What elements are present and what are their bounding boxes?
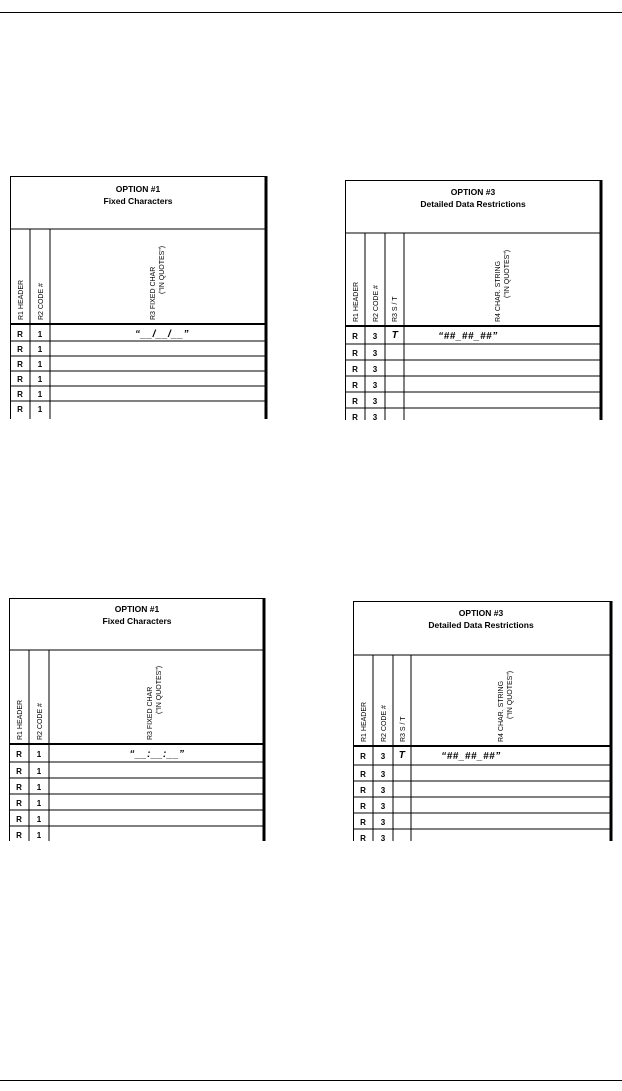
table-cell-header: R	[360, 802, 366, 811]
table-cell-header: R	[17, 345, 23, 354]
form-title: OPTION #3	[450, 187, 496, 197]
column-header-r4-line1: R4 CHAR. STRING	[495, 260, 502, 322]
table-cell-header: R	[352, 413, 358, 422]
table-cell-value: “__:__:__”	[129, 749, 185, 760]
table-cell-code: 3	[372, 349, 378, 358]
table-cell-code: 3	[372, 365, 378, 374]
table-cell-header: R	[352, 397, 358, 406]
table-cell-header: R	[352, 381, 358, 390]
table-cell-header: R	[360, 818, 366, 827]
column-header-r2: R2 CODE #	[373, 285, 380, 322]
table-cell-code: 3	[372, 381, 378, 390]
table-cell-code: 3	[380, 834, 386, 843]
table-cell-header: R	[16, 831, 22, 840]
form-title: OPTION #1	[115, 184, 161, 194]
column-header-r3-line2: ("IN QUOTES")	[156, 665, 163, 714]
column-header-r1: R1 HEADER	[361, 701, 368, 742]
table-cell-code: 3	[380, 752, 386, 761]
form-title: OPTION #3	[458, 608, 504, 618]
table-cell-header: R	[352, 349, 358, 358]
table-cell-code: 1	[37, 375, 43, 384]
option3-form-top	[345, 180, 605, 420]
table-cell-code: 1	[36, 831, 42, 840]
form-subtitle: Detailed Data Restrictions	[420, 199, 526, 209]
form-subtitle: Fixed Characters	[102, 616, 172, 626]
column-header-r1: R1 HEADER	[353, 281, 360, 322]
column-header-r1: R1 HEADER	[18, 279, 25, 320]
table-cell-header: R	[17, 360, 23, 369]
table-cell-header: R	[17, 330, 23, 339]
table-cell-header: R	[352, 332, 358, 341]
table-cell-header: R	[17, 390, 23, 399]
table-cell-header: R	[360, 770, 366, 779]
table-cell-code: 1	[36, 783, 42, 792]
table-cell-header: R	[16, 783, 22, 792]
option3-form-bottom	[353, 601, 615, 841]
table-cell-header: R	[360, 786, 366, 795]
table-cell-value: “##_##_##”	[438, 331, 498, 342]
table-cell-code: 1	[36, 750, 42, 759]
column-header-r2: R2 CODE #	[381, 705, 388, 742]
column-header-r1: R1 HEADER	[17, 699, 24, 740]
table-cell-code: 1	[37, 405, 43, 414]
table-cell-code: 3	[380, 786, 386, 795]
table-cell-header: R	[17, 375, 23, 384]
table-cell-code: 1	[37, 360, 43, 369]
table-cell-code: 3	[380, 770, 386, 779]
table-cell-header: R	[360, 752, 366, 761]
table-cell-header: R	[16, 815, 22, 824]
table-cell-code: 3	[372, 413, 378, 422]
option1-form-bottom	[9, 598, 269, 841]
form-subtitle: Fixed Characters	[103, 196, 173, 206]
table-cell-code: 3	[380, 802, 386, 811]
table-cell-code: 3	[372, 397, 378, 406]
table-cell-header: R	[352, 365, 358, 374]
table-cell-header: R	[16, 799, 22, 808]
column-header-r4-line2: ("IN QUOTES")	[504, 249, 511, 298]
table-cell-code: 1	[37, 345, 43, 354]
table-cell-code: 1	[36, 815, 42, 824]
table-cell-st: T	[391, 330, 399, 341]
table-cell-code: 3	[380, 818, 386, 827]
column-header-r2: R2 CODE #	[38, 283, 45, 320]
column-header-r3-line2: ("IN QUOTES")	[159, 245, 166, 294]
column-header-r4-line1: R4 CHAR. STRING	[498, 680, 505, 742]
form-title: OPTION #1	[114, 604, 160, 614]
table-cell-header: R	[17, 405, 23, 414]
column-header-r4-line2: ("IN QUOTES")	[507, 670, 514, 719]
table-cell-header: R	[16, 750, 22, 759]
table-cell-code: 1	[37, 390, 43, 399]
column-header-r3: R3 S / T	[400, 716, 407, 742]
column-header-r3: R3 S / T	[392, 296, 399, 322]
table-cell-code: 3	[372, 332, 378, 341]
column-header-r2: R2 CODE #	[37, 703, 44, 740]
column-header-r3-line1: R3 FIXED CHAR	[150, 266, 157, 320]
table-cell-header: R	[360, 834, 366, 843]
form-subtitle: Detailed Data Restrictions	[428, 620, 534, 630]
top-rule	[0, 12, 622, 13]
table-cell-code: 1	[37, 330, 43, 339]
bottom-rule	[0, 1080, 622, 1081]
table-cell-code: 1	[36, 767, 42, 776]
table-cell-st: T	[398, 750, 406, 761]
option1-form-top	[10, 176, 270, 419]
table-cell-header: R	[16, 767, 22, 776]
column-header-r3-line1: R3 FIXED CHAR	[147, 686, 154, 740]
table-cell-value: “##_##_##”	[441, 751, 501, 762]
table-cell-value: “__/__/__”	[135, 329, 189, 340]
table-cell-code: 1	[36, 799, 42, 808]
